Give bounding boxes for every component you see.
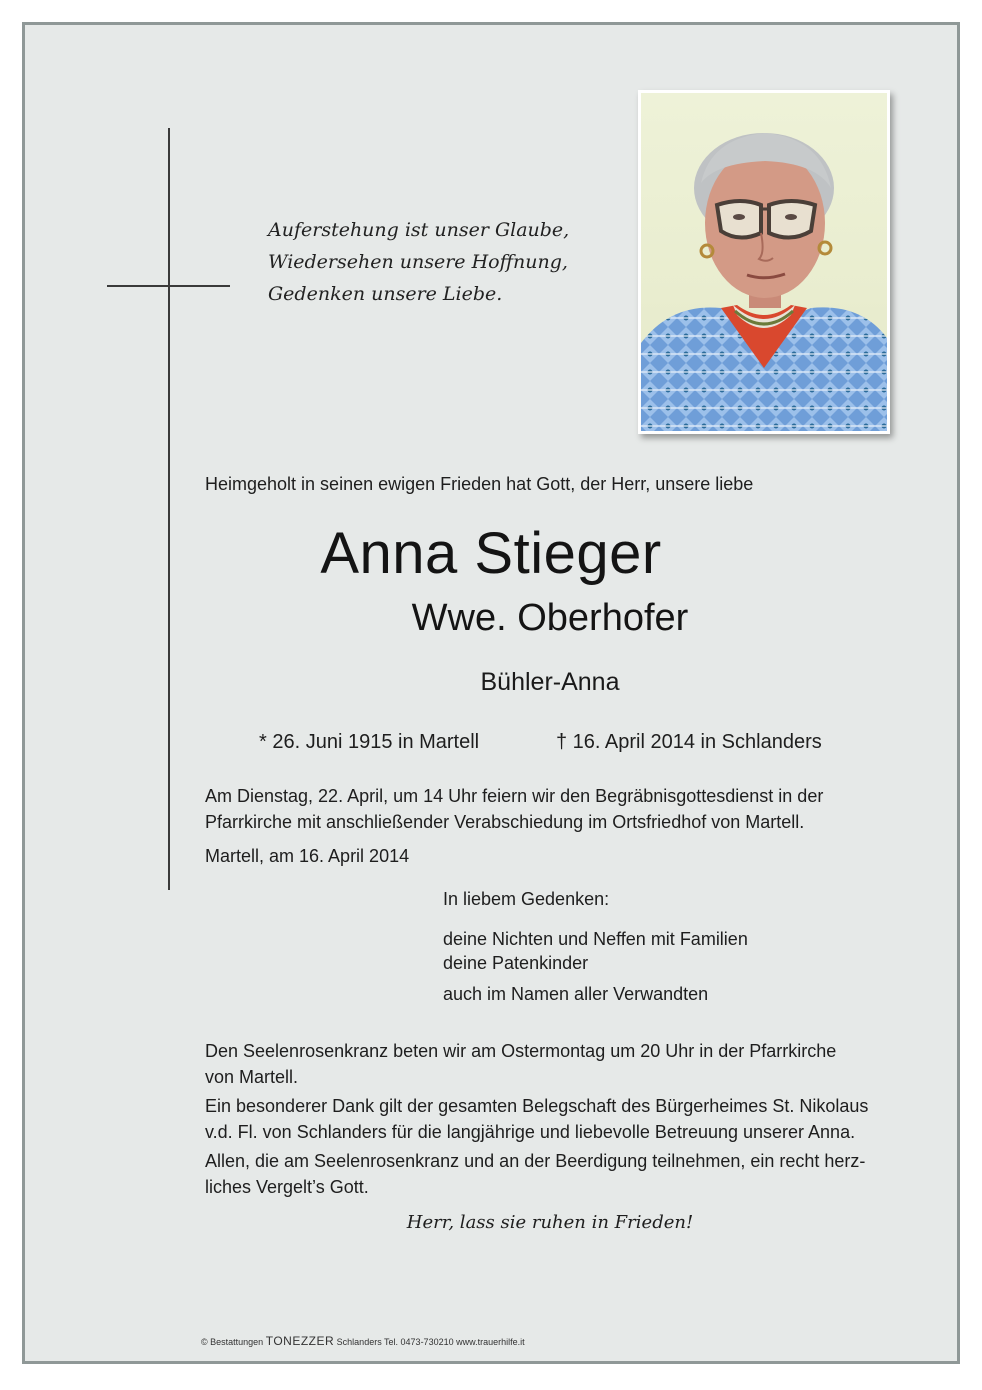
thanks-line: Ein besonderer Dank gilt der gesamten Belegschaft des Bürgerheimes St. Nikolaus <box>205 1096 869 1116</box>
deceased-name: Anna Stieger <box>320 521 662 586</box>
married-name: Wwe. Oberhofer <box>411 597 689 639</box>
funeral-line: Pfarrkirche mit anschließender Verabschiedung im Ortsfriedhof von Martell. <box>205 812 805 832</box>
motto <box>268 214 588 310</box>
nickname: Bühler-Anna <box>480 668 620 696</box>
birth-date: * 26. Juni 1915 in Martell <box>259 731 480 753</box>
footer-contact: Schlanders Tel. 0473-730210 www.trauerhilfe.it <box>336 1337 525 1347</box>
thanks-info <box>205 1093 902 1145</box>
rosary-line: Den Seelenrosenkranz beten wir am Ostermontag um 20 Uhr in der Pfarrkirche <box>205 1041 837 1061</box>
intro-text: Heimgeholt in seinen ewigen Frieden hat Gott, der Herr, unsere liebe <box>205 474 754 494</box>
footer <box>201 1334 525 1348</box>
gratitude-line: liches Vergelt’s Gott. <box>205 1177 369 1197</box>
rosary-info <box>205 1038 902 1090</box>
rosary-line: von Martell. <box>205 1067 299 1087</box>
closing-prayer: Herr, lass sie ruhen in Frieden! <box>406 1212 694 1233</box>
portrait-photo <box>638 90 890 434</box>
place-date: Martell, am 16. April 2014 <box>205 846 410 866</box>
portrait-image <box>641 93 887 431</box>
death-date: † 16. April 2014 in Schlanders <box>556 731 822 753</box>
motto-line: Gedenken unsere Liebe. <box>268 283 503 305</box>
portrait-illustration <box>641 93 887 431</box>
thanks-line: v.d. Fl. von Schlanders für die langjährige und liebevolle Betreuung unserer Anna. <box>205 1122 856 1142</box>
footer-prefix: © Bestattungen <box>201 1337 264 1347</box>
mourner-line: deine Nichten und Neffen mit Familien <box>443 929 748 949</box>
motto-line: Auferstehung ist unser Glaube, <box>268 219 570 241</box>
funeral-info <box>205 783 902 835</box>
mourner-line: deine Patenkinder <box>443 953 589 973</box>
footer-brand: TONEZZER <box>265 1334 335 1348</box>
mourners-heading: In liebem Gedenken: <box>443 889 610 909</box>
mourner-line: auch im Namen aller Verwandten <box>443 984 709 1004</box>
cross-vertical-bar <box>168 128 170 890</box>
funeral-line: Am Dienstag, 22. April, um 14 Uhr feiern wir den Begräbnisgottesdienst in der <box>205 786 824 806</box>
gratitude-info <box>205 1148 902 1200</box>
cross-horizontal-bar <box>107 285 230 287</box>
gratitude-line: Allen, die am Seelenrosenkranz und an der Beerdigung teilnehmen, ein recht herz- <box>205 1151 866 1171</box>
motto-line: Wiedersehen unsere Hoffnung, <box>268 251 568 273</box>
